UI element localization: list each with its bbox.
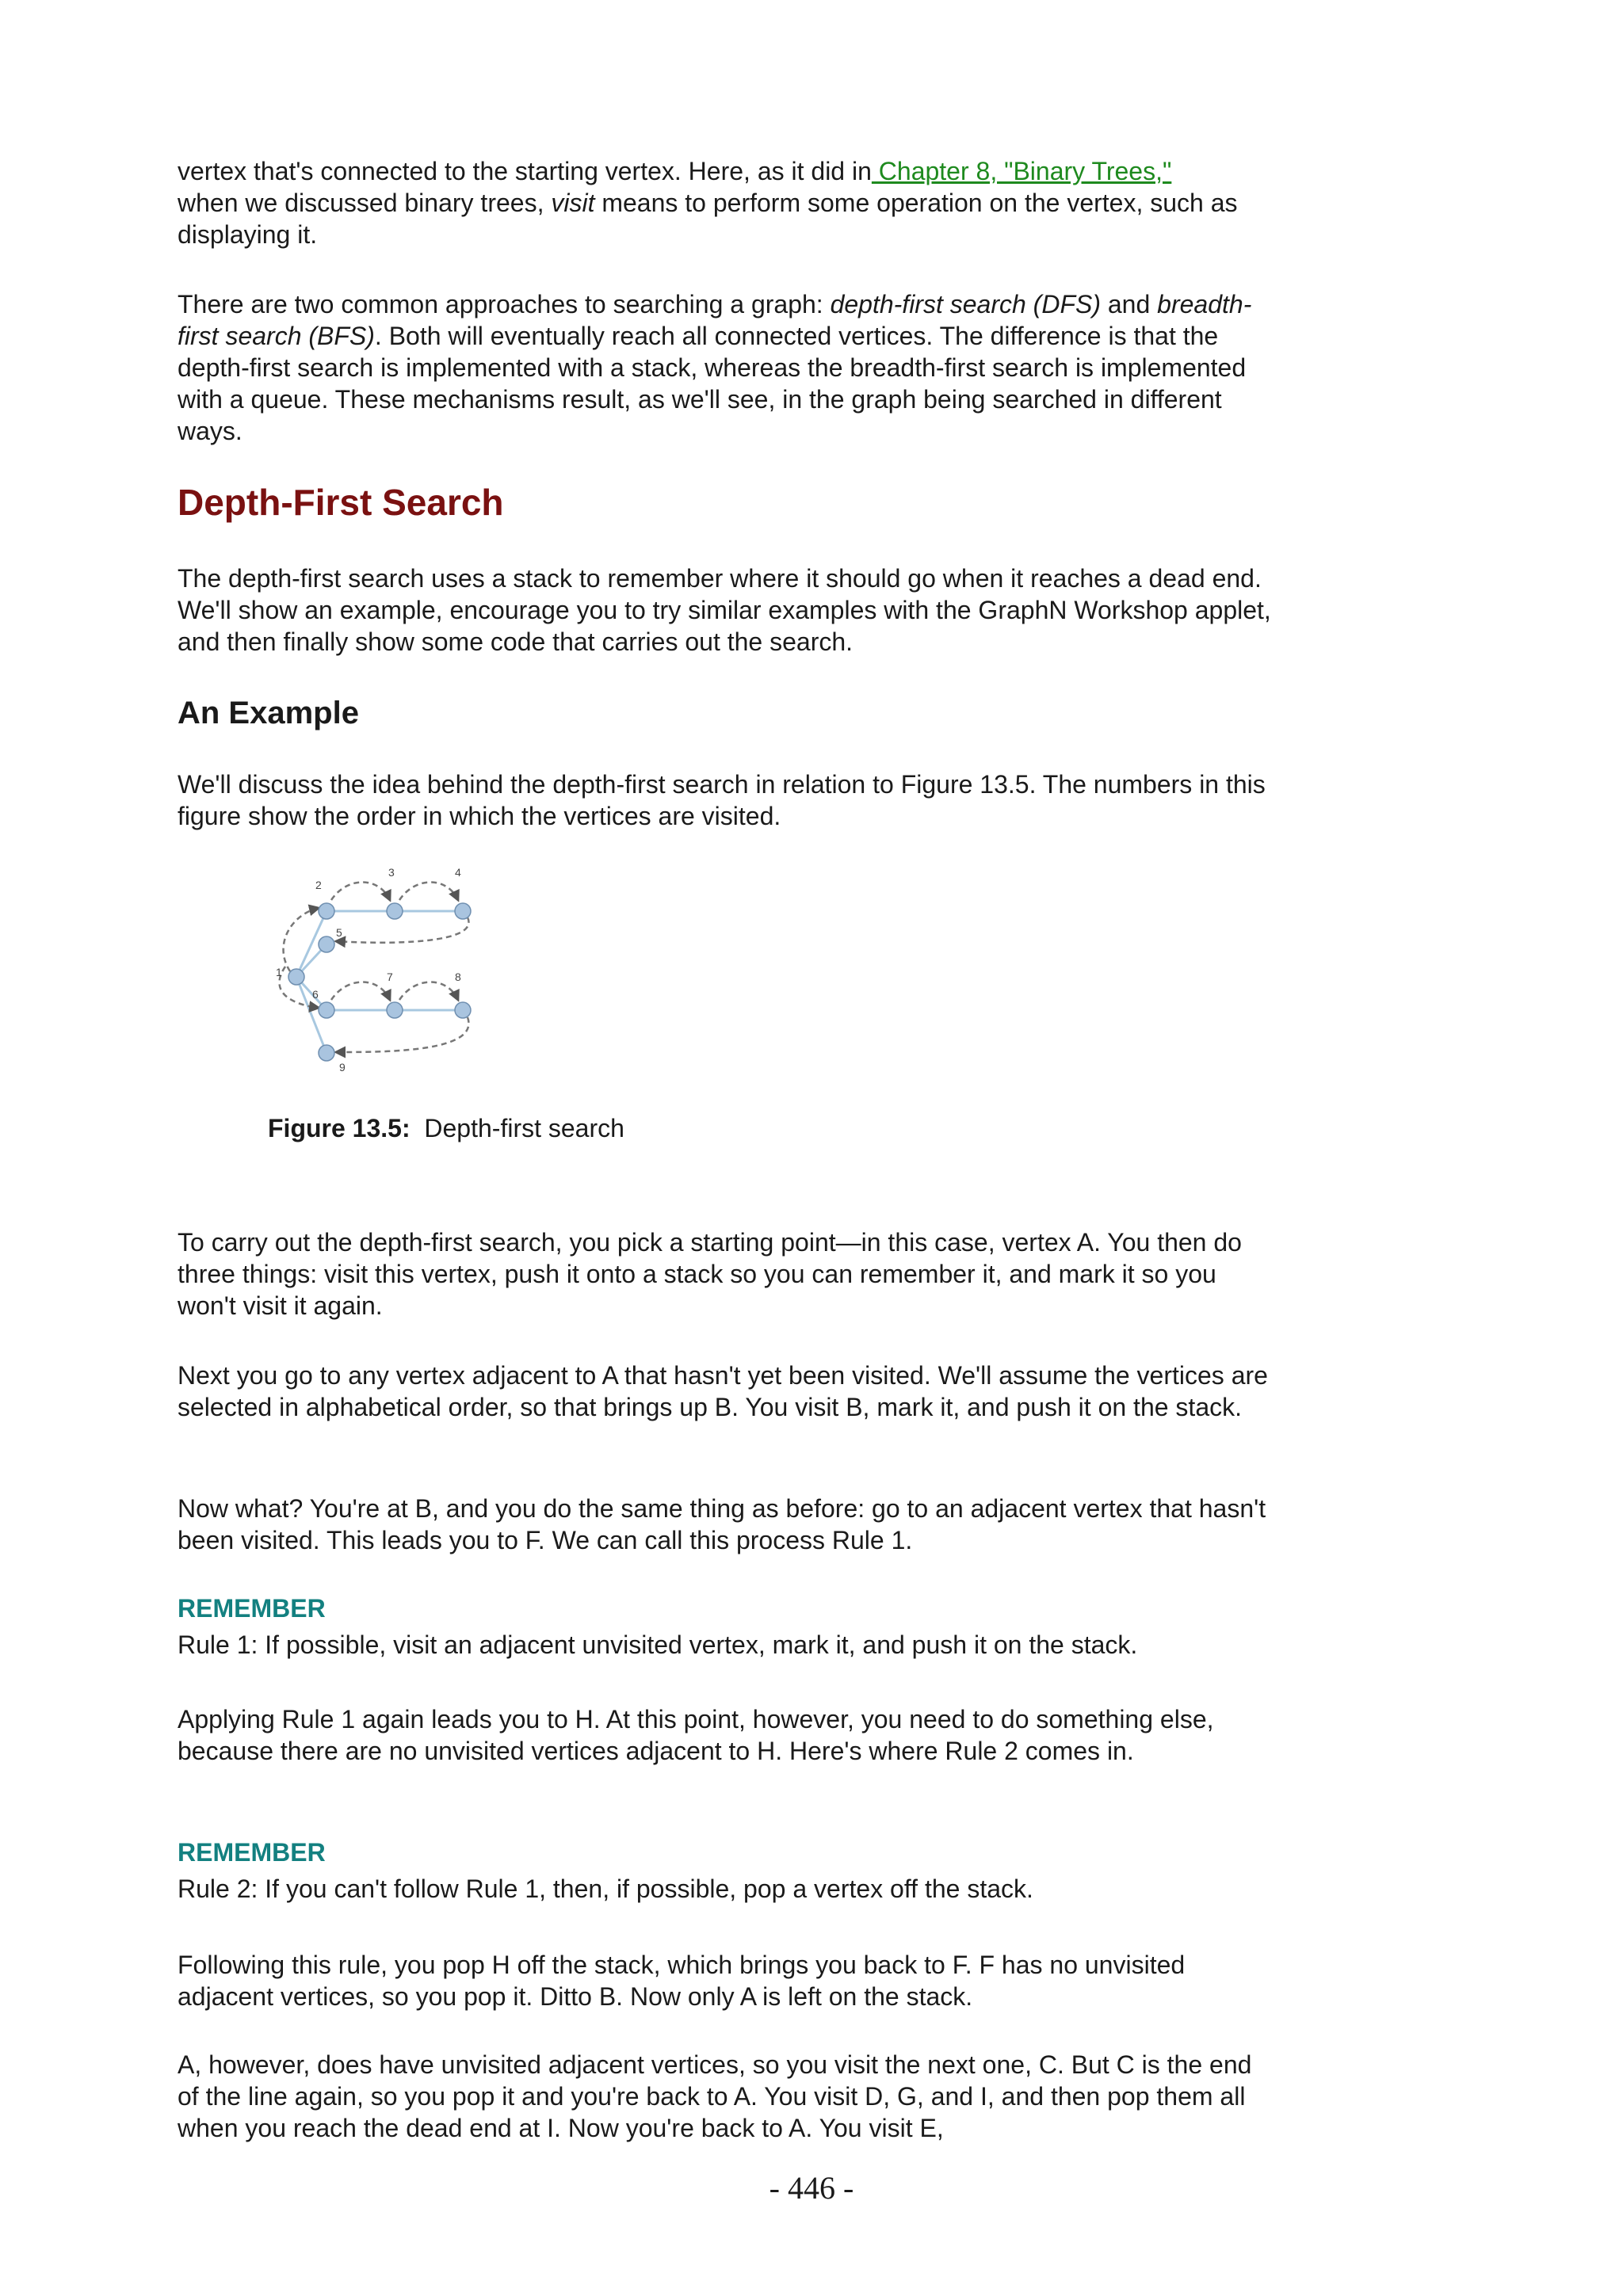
- graph-edges: [296, 911, 463, 1053]
- visit-number: 3: [388, 866, 395, 879]
- vertex-i: [455, 1002, 471, 1018]
- visit-term: visit: [551, 189, 595, 217]
- visit-number: 2: [315, 879, 322, 891]
- vertex-f: [387, 903, 403, 919]
- figure-13-5: [268, 865, 506, 1084]
- approaches-paragraph: [178, 288, 1271, 447]
- figure-caption: [268, 1112, 624, 1144]
- visit-number: 4: [455, 866, 461, 879]
- bfs-term: breadth-first search (BFS): [178, 290, 1252, 350]
- intro-text-3: means to perform some operation on the vertex, such as displaying it.: [178, 189, 1238, 249]
- paragraph-5: Following this rule, you pop H off the stack, which brings you back to F. F has no unvisited adjacent vertices, so you pop it. Ditto B. Now only A is left on the stack.: [178, 1951, 1186, 2011]
- intro-text-2: when we discussed binary trees,: [178, 189, 552, 217]
- remember-label-2: REMEMBER: [178, 1838, 326, 1867]
- example-intro-paragraph: We'll discuss the idea behind the depth-first search in relation to Figure 13.5. The numbers in this figure show the order in which the vertices are visited.: [178, 770, 1266, 830]
- figure-caption-text: Depth-first search: [424, 1114, 624, 1142]
- visit-number: 6: [312, 988, 319, 1001]
- graph-vertices: [288, 903, 471, 1061]
- approaches-suffix: . Both will eventually reach all connected vertices. The difference is that the depth-first search is implemented with a stack, whereas the breadth-first search is implemented with a queue. These mechanisms result, as we'll see, in the graph being searched in different ways.: [178, 322, 1247, 445]
- visit-number: 5: [336, 926, 342, 939]
- figure-label: Figure 13.5:: [268, 1114, 411, 1142]
- section-title: Depth-First Search: [178, 482, 504, 523]
- dfs-intro-paragraph: The depth-first search uses a stack to remember where it should go when it reaches a dead end. We'll show an example, encourage you to try similar examples with the GraphN Workshop applet, and then finally show some code that carries out the search.: [178, 564, 1271, 656]
- vertex-b: [319, 903, 334, 919]
- chapter-8-link[interactable]: Chapter 8, "Binary Trees,": [871, 157, 1172, 185]
- vertex-d: [319, 1002, 334, 1018]
- intro-text: vertex that's connected to the starting vertex. Here, as it did in: [178, 157, 872, 185]
- paragraph-1: To carry out the depth-first search, you pick a starting point—in this case, vertex A. You then do three things: visit this vertex, push it onto a stack so you can remember it, and mark it so you won't visit it again.: [178, 1228, 1242, 1320]
- dfs-term: depth-first search (DFS): [830, 290, 1101, 318]
- paragraph-2: Next you go to any vertex adjacent to A that hasn't yet been visited. We'll assume the vertices are selected in alphabetical order, so that brings up B. You visit B, mark it, and push it on the stack.: [178, 1361, 1268, 1421]
- vertex-g: [387, 1002, 403, 1018]
- visit-number: 9: [339, 1061, 346, 1074]
- visit-number: 7: [387, 971, 393, 983]
- vertex-a: [288, 969, 304, 985]
- paragraph-6: A, however, does have unvisited adjacent vertices, so you visit the next one, C. But C is the end of the line again, so you pop it and you're back to A. You visit D, G, and I, and then pop them all when you reach the dead end at I. Now you're back to A. You visit E,: [178, 2050, 1252, 2142]
- intro-paragraph: [178, 155, 1271, 250]
- paragraph-4: Applying Rule 1 again leads you to H. At this point, however, you need to do something else, because there are no unvisited vertices adjacent to H. Here's where Rule 2 comes in.: [178, 1705, 1214, 1765]
- remember-label-1: REMEMBER: [178, 1594, 326, 1623]
- vertex-e: [319, 1045, 334, 1061]
- visit-number: 8: [455, 971, 461, 983]
- subsection-title: An Example: [178, 696, 359, 730]
- visit-number: 1: [276, 966, 282, 978]
- rule-2-text: Rule 2: If you can't follow Rule 1, then, if possible, pop a vertex off the stack.: [178, 1875, 1033, 1903]
- paragraph-3: Now what? You're at B, and you do the same thing as before: go to an adjacent vertex that hasn't been visited. This leads you to F. We can call this process Rule 1.: [178, 1494, 1266, 1554]
- traversal-arrows: [279, 883, 468, 1053]
- dfs-graph-diagram: [268, 865, 506, 1084]
- approaches-text: There are two common approaches to searching a graph:: [178, 290, 831, 318]
- vertex-c: [319, 936, 334, 952]
- page-number: - 446 -: [769, 2170, 854, 2206]
- rule-1-text: Rule 1: If possible, visit an adjacent unvisited vertex, mark it, and push it on the stack.: [178, 1630, 1138, 1659]
- approaches-and: and: [1100, 290, 1158, 318]
- vertex-h: [455, 903, 471, 919]
